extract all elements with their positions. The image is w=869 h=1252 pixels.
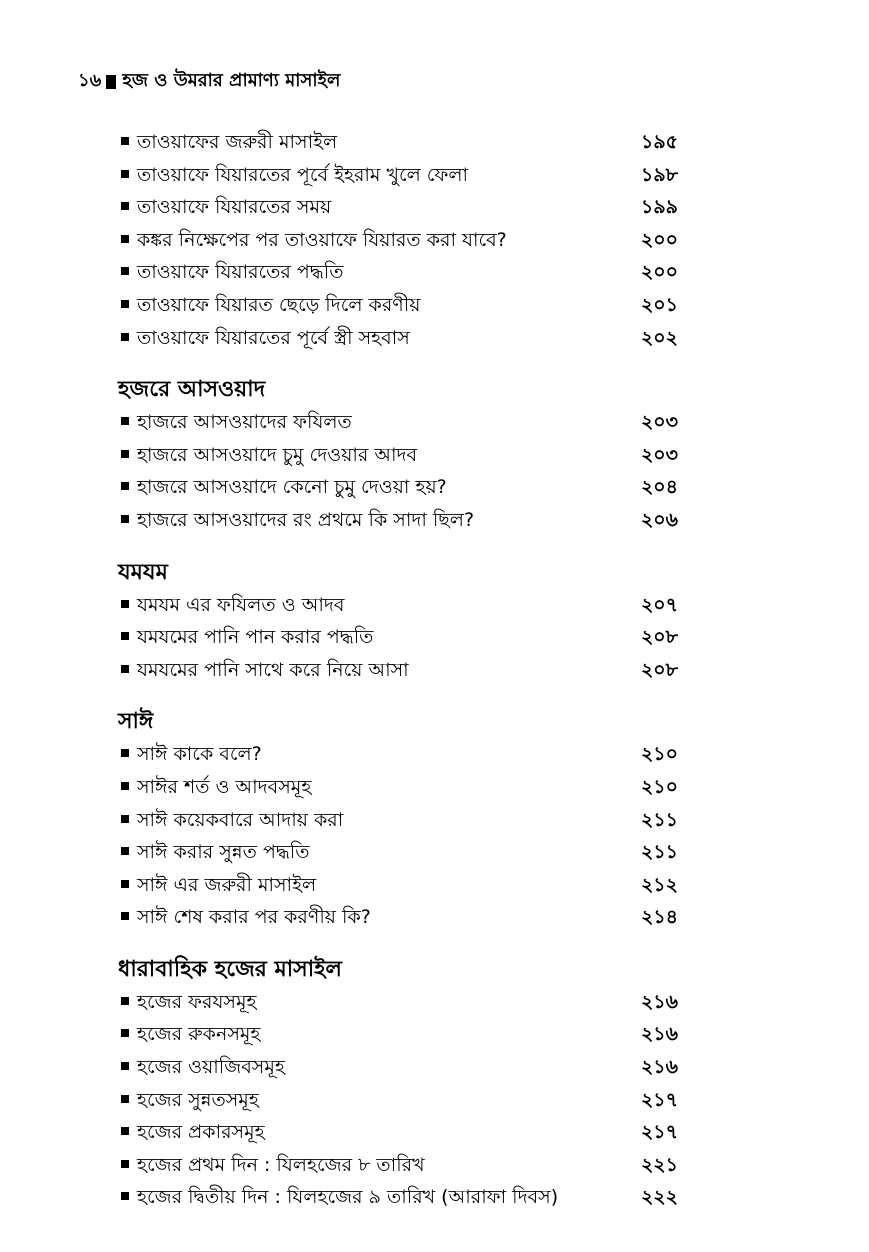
toc-entry (118, 1051, 678, 1084)
toc-entry-title: হাজরে আসওয়াদে কেনো চুমু দেওয়া হয়? (137, 476, 447, 499)
square-bullet-icon (121, 912, 129, 920)
toc-entry (118, 1084, 678, 1117)
toc-entry (118, 406, 678, 439)
square-bullet-icon (121, 300, 129, 308)
square-bullet-icon (121, 1095, 129, 1103)
toc-entry-title: হজের দ্বিতীয় দিন : যিলহজের ৯ তারিখ (আরাফা দিবস) (137, 1186, 559, 1209)
toc-entry-page-number: ২০৩ (640, 443, 678, 466)
section-heading: যমযম (118, 559, 168, 585)
toc-entry-page-number: ২০৭ (640, 593, 678, 616)
square-bullet-icon (121, 632, 129, 640)
toc-entry (118, 738, 678, 771)
table-of-contents (118, 126, 678, 1214)
toc-entry (118, 1018, 678, 1051)
toc-entry (118, 191, 678, 224)
square-bullet-icon (121, 450, 129, 458)
toc-entry-title: তাওয়াফে যিয়ারতের পূর্বে ইহরাম খুলে ফেলা (137, 163, 469, 186)
toc-entry-page-number: ২১৭ (640, 1121, 678, 1144)
toc-entry-title: তাওয়াফের জরুরী মাসাইল (137, 131, 338, 153)
toc-entry-title: হাজরে আসওয়াদের ফযিলত (137, 411, 352, 434)
toc-entry-page-number: ১৯৮ (641, 163, 678, 186)
toc-entry (118, 159, 678, 192)
toc-entry-page-number: ২০২ (640, 326, 678, 349)
toc-entry-page-number: ২১১ (640, 841, 678, 864)
square-bullet-icon (121, 847, 129, 855)
square-bullet-icon (121, 665, 129, 673)
toc-entry (118, 126, 678, 159)
toc-entry-title: হাজরে আসওয়াদের রং প্রথমে কি সাদা ছিল? (137, 508, 475, 531)
square-bullet-icon (121, 1192, 129, 1200)
toc-entry-title: হাজরে আসওয়াদে চুমু দেওয়ার আদব (137, 443, 418, 466)
toc-entry-title: সাঈর শর্ত ও আদবসমূহ (137, 775, 312, 798)
toc-entry-title: যমযমের পানি সাথে করে নিয়ে আসা (137, 658, 409, 681)
square-bullet-icon (121, 333, 129, 341)
toc-entry-page-number: ২১০ (640, 775, 678, 798)
header-book-title: হজ ও উমরার প্রামাণ্য মাসাইল (122, 70, 341, 91)
toc-entry-title: হজের ওয়াজিবসমূহ (137, 1056, 285, 1079)
toc-entry-page-number: ২০১ (640, 293, 678, 316)
toc-entry-page-number: ২০৮ (640, 626, 678, 649)
toc-entry (118, 471, 678, 504)
square-bullet-icon (121, 1029, 129, 1037)
toc-entry-title: সাঈ করার সুন্নত পদ্ধতি (137, 841, 310, 864)
toc-entry-title: তাওয়াফে যিয়ারত ছেড়ে দিলে করণীয় (137, 293, 421, 316)
square-bullet-icon (121, 749, 129, 757)
toc-entry-title: সাঈ কাকে বলে? (137, 743, 262, 766)
toc-entry (118, 771, 678, 804)
toc-entry (118, 1181, 678, 1214)
section-heading: সাঈ (118, 709, 154, 735)
square-bullet-icon (121, 880, 129, 888)
square-bullet-icon (121, 235, 129, 243)
square-bullet-icon (121, 997, 129, 1005)
running-head (78, 66, 340, 97)
toc-entry (118, 901, 678, 934)
toc-entry-title: যমযমের পানি পান করার পদ্ধতি (137, 626, 374, 649)
toc-entry (118, 836, 678, 869)
toc-entry-page-number: ২০৪ (640, 476, 678, 499)
toc-entry (118, 621, 678, 654)
toc-entry-page-number: ২১২ (640, 873, 678, 896)
toc-entry-page-number: ২১৬ (640, 1023, 678, 1046)
toc-entry (118, 986, 678, 1019)
square-bullet-icon (121, 170, 129, 178)
toc-entry (118, 654, 678, 687)
toc-entry-title: তাওয়াফে যিয়ারতের পূর্বে স্ত্রী সহবাস (137, 326, 410, 349)
square-bullet-icon (121, 782, 129, 790)
toc-entry-page-number: ১৯৫ (641, 131, 678, 153)
toc-entry (118, 589, 678, 622)
toc-entry-title: হজের প্রকারসমূহ (137, 1121, 265, 1144)
square-bullet-icon (121, 482, 129, 490)
square-bullet-icon (121, 1160, 129, 1168)
toc-entry (118, 1149, 678, 1182)
toc-entry-title: যমযম এর ফযিলত ও আদব (137, 593, 345, 616)
toc-entry-title: তাওয়াফে যিয়ারতের সময় (137, 196, 332, 219)
square-bullet-icon (121, 202, 129, 210)
toc-entry-title: সাঈ শেষ করার পর করণীয় কি? (137, 906, 371, 929)
toc-entry (118, 804, 678, 837)
toc-entry (118, 322, 678, 355)
toc-entry-page-number: ২১১ (640, 808, 678, 831)
toc-entry-page-number: ২১৭ (640, 1088, 678, 1111)
toc-entry-page-number: ২২১ (640, 1153, 678, 1176)
toc-entry-page-number: ২১০ (640, 743, 678, 766)
toc-entry-page-number: ২০০ (640, 261, 678, 284)
toc-entry-page-number: ২১৬ (640, 1056, 678, 1079)
toc-entry-title: কঙ্কর নিক্ষেপের পর তাওয়াফে যিয়ারত করা যাবে? (137, 228, 507, 251)
square-bullet-icon (121, 137, 129, 145)
toc-entry-page-number: ২১৬ (640, 990, 678, 1013)
square-bullet-icon (121, 515, 129, 523)
toc-entry (118, 504, 678, 537)
square-bullet-icon (121, 1127, 129, 1135)
toc-entry-page-number: ২০৮ (640, 658, 678, 681)
square-bullet-icon (121, 815, 129, 823)
toc-entry-title: হজের রুকনসমূহ (137, 1023, 261, 1046)
square-bullet-icon (121, 267, 129, 275)
toc-entry-title: সাঈ কয়েকবারে আদায় করা (137, 808, 344, 831)
toc-entry-page-number: ২০৩ (640, 411, 678, 434)
toc-entry-title: সাঈ এর জরুরী মাসাইল (137, 873, 317, 896)
toc-entry (118, 869, 678, 902)
toc-entry (118, 224, 678, 257)
toc-entry (118, 439, 678, 472)
toc-entry-page-number: ২১৪ (640, 906, 678, 929)
toc-entry-title: হজের সুন্নতসমূহ (137, 1088, 259, 1111)
square-bullet-icon (121, 417, 129, 425)
toc-entry (118, 289, 678, 322)
toc-entry (118, 256, 678, 289)
square-bullet-icon (121, 1062, 129, 1070)
section-heading: হজরে আসওয়াদ (118, 377, 266, 403)
toc-entry-page-number: ২০০ (640, 228, 678, 251)
header-page-number: ১৬ (78, 70, 102, 91)
toc-entry-page-number: ২০৬ (640, 508, 678, 531)
toc-entry-title: হজের প্রথম দিন : যিলহজের ৮ তারিখ (137, 1153, 425, 1176)
header-separator-square (106, 75, 116, 89)
toc-entry (118, 1116, 678, 1149)
toc-entry-title: হজের ফরযসমূহ (137, 990, 257, 1013)
section-heading: ধারাবাহিক হজের মাসাইল (118, 956, 342, 982)
toc-entry-title: তাওয়াফে যিয়ারতের পদ্ধতি (137, 261, 344, 284)
toc-entry-page-number: ১৯৯ (641, 196, 678, 219)
toc-entry-page-number: ২২২ (640, 1186, 678, 1209)
square-bullet-icon (121, 600, 129, 608)
